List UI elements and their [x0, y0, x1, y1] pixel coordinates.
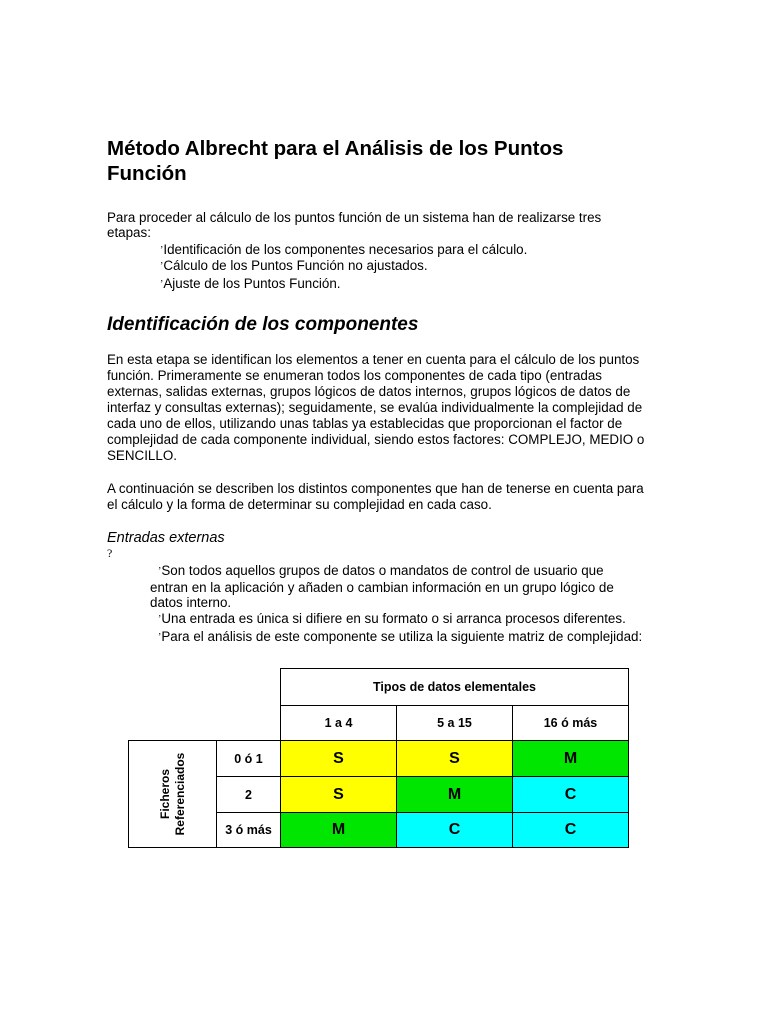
intro-line: etapas: — [107, 225, 151, 240]
row-group-header — [128, 740, 217, 848]
matrix-cell: M — [280, 812, 397, 848]
stage-item — [160, 276, 341, 291]
stage-item-label: Cálculo de los Puntos Función no ajustados. — [163, 258, 428, 273]
row-header: 3 ó más — [216, 812, 281, 848]
complexity-matrix — [108, 659, 648, 859]
intro-line: Para proceder al cálculo de los puntos función de un sistema han de realizarse tres — [107, 210, 602, 225]
subsection-heading: Entradas externas — [107, 530, 225, 546]
paragraph-line: cada uno de ellos, utilizando unas tablas ya establecidas que proporcionan el factor de — [107, 416, 623, 431]
col-header: 1 a 4 — [280, 705, 397, 741]
section-paragraph-1 — [107, 352, 644, 464]
row-group-label — [158, 739, 188, 849]
section-heading: Identificación de los componentes — [107, 314, 419, 335]
matrix-cell: C — [512, 776, 629, 813]
page-title — [107, 136, 563, 186]
matrix-cell: S — [280, 776, 397, 813]
matrix-cell: S — [280, 740, 397, 777]
page-title-line2: Función — [107, 162, 187, 185]
bullet-text: datos interno. — [150, 595, 232, 610]
paragraph-line: externas, salidas externas, grupos lógicos de datos internos, grupos lógicos de datos de — [107, 384, 631, 399]
ext-bullet-1 — [150, 562, 614, 609]
row-group-label-line: Ficheros — [157, 769, 172, 820]
bullet-icon: ʼ — [158, 614, 162, 625]
stage-item — [160, 258, 428, 273]
bullet-text: Una entrada es única si difiere en su formato o si arranca procesos diferentes. — [161, 611, 626, 626]
bullet-icon: ʼ — [160, 245, 164, 256]
bullet-icon: ʼ — [158, 566, 162, 577]
ext-bullet-3 — [158, 629, 642, 644]
row-header: 0 ó 1 — [216, 740, 281, 777]
intro-paragraph — [107, 210, 601, 240]
bullet-text: Para el análisis de este componente se utiliza la siguiente matriz de complejidad: — [161, 629, 643, 644]
section-paragraph-2 — [107, 481, 644, 512]
row-header: 2 — [216, 776, 281, 813]
bullet-text: entran en la aplicación y añaden o cambian información en un grupo lógico de — [150, 580, 614, 595]
bullet-icon: ʼ — [158, 632, 162, 643]
matrix-cell: M — [512, 740, 629, 777]
stage-item-label: Ajuste de los Puntos Función. — [163, 276, 341, 291]
bullet-icon: ʼ — [160, 279, 164, 290]
col-header: 16 ó más — [512, 705, 629, 741]
bullet-text: Son todos aquellos grupos de datos o mandatos de control de usuario que — [161, 563, 604, 578]
paragraph-line: A continuación se describen los distintos componentes que han de tenerse en cuenta para — [107, 481, 644, 496]
ext-bullet-2 — [158, 611, 626, 626]
paragraph-line: el cálculo y la forma de determinar su complejidad en cada caso. — [107, 496, 492, 512]
row-group-label-line: Referenciados — [172, 752, 187, 836]
col-group-header: Tipos de datos elementales — [280, 668, 629, 706]
question-mark: ? — [107, 546, 113, 560]
paragraph-line: complejidad de cada componente individual, siendo estos factores: COMPLEJO, MEDIO o — [107, 432, 645, 447]
col-header: 5 a 15 — [396, 705, 513, 741]
matrix-cell: S — [396, 740, 513, 777]
bullet-icon: ʼ — [160, 261, 164, 272]
matrix-cell: C — [396, 812, 513, 848]
paragraph-line: función. Primeramente se enumeran todos los componentes de cada tipo (entradas — [107, 368, 602, 383]
paragraph-line: interfaz y consultas externas); seguidamente, se evalúa individualmente la complejidad de — [107, 400, 643, 415]
paragraph-line: En esta etapa se identifican los elementos a tener en cuenta para el cálculo de los puntos — [107, 352, 640, 367]
matrix-cell: C — [512, 812, 629, 848]
matrix-cell: M — [396, 776, 513, 813]
stage-item — [160, 242, 527, 257]
paragraph-line: SENCILLO. — [107, 448, 177, 463]
stage-item-label: Identificación de los componentes necesarios para el cálculo. — [163, 242, 528, 257]
page-title-line1: Método Albrecht para el Análisis de los Puntos — [107, 137, 564, 160]
